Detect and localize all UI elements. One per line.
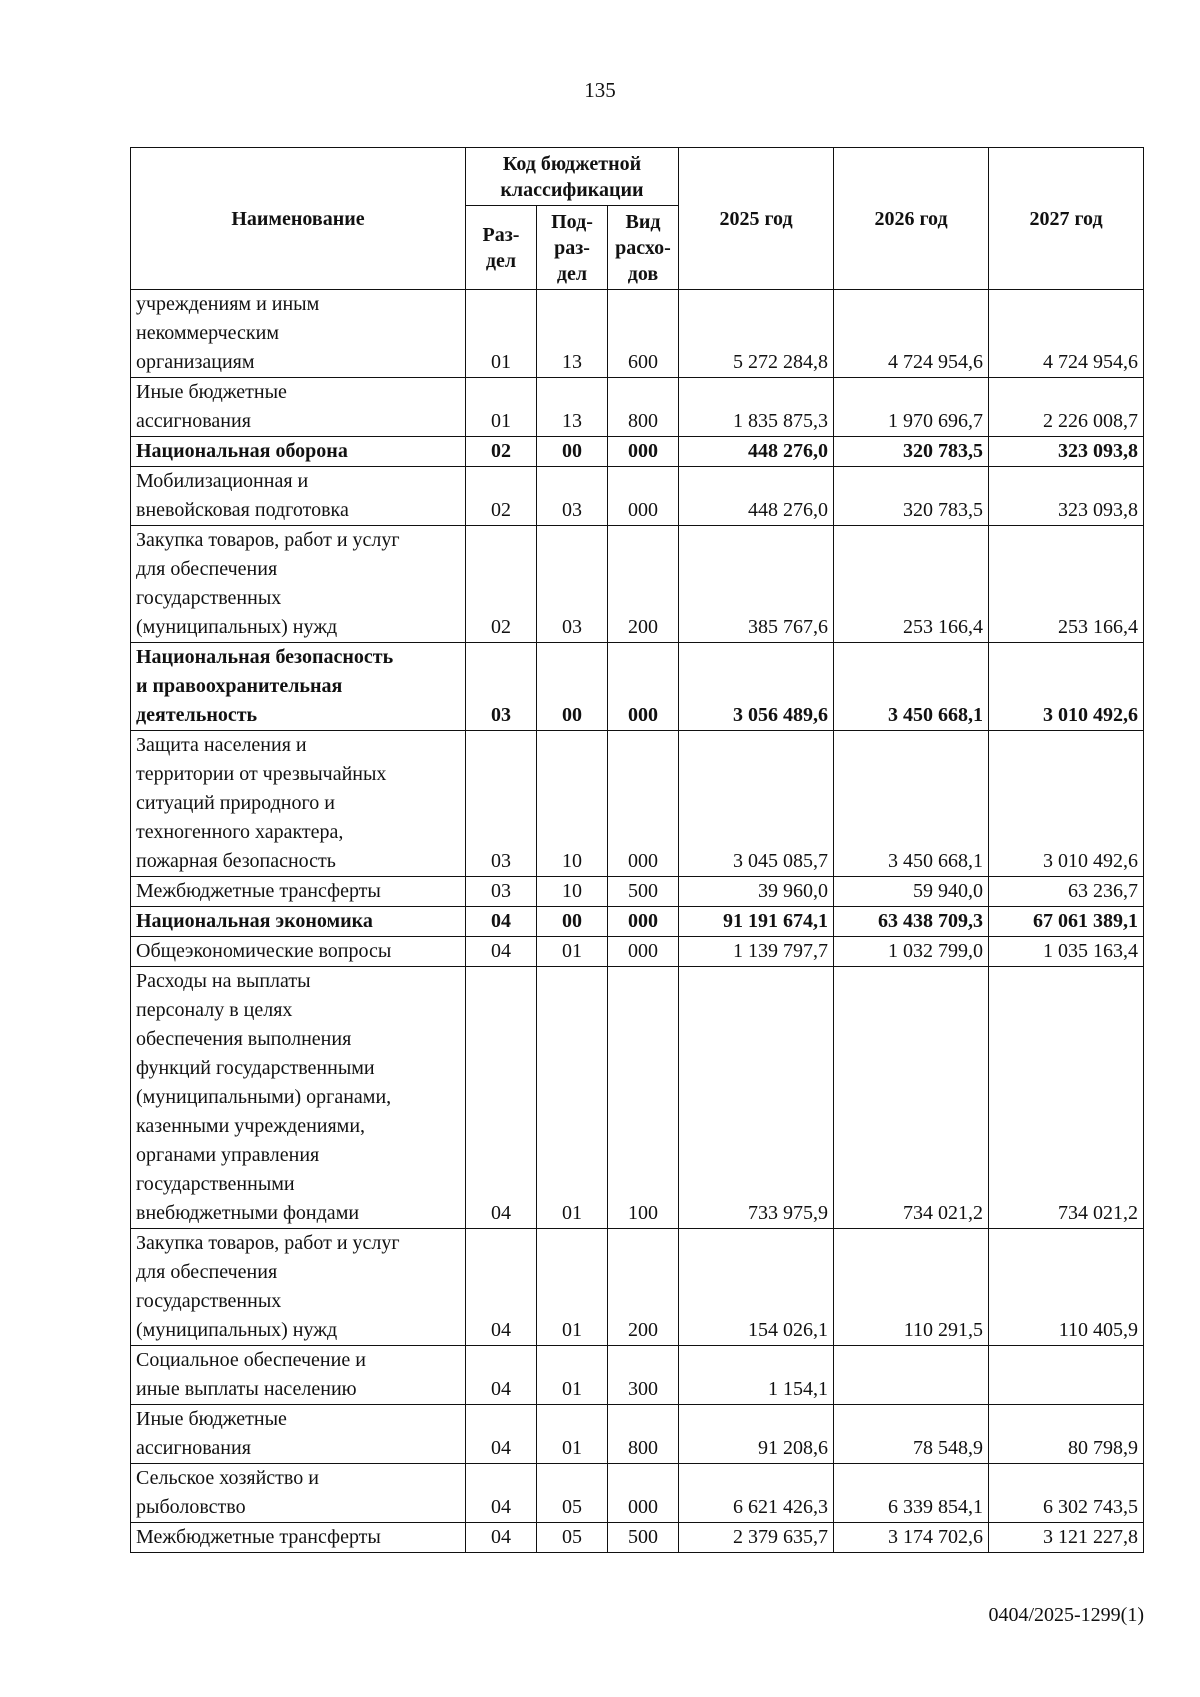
row-value-2027: 67 061 389,1 — [989, 907, 1144, 937]
row-value-2027: 323 093,8 — [989, 467, 1144, 526]
row-name-line: организациям — [136, 351, 255, 373]
table-row — [131, 1229, 1144, 1346]
row-name — [131, 731, 466, 877]
row-name-line: (муниципальными) органами, — [136, 1086, 392, 1108]
row-name-line: персоналу в целях — [136, 999, 293, 1021]
header-code-line: Код бюджетной — [502, 152, 642, 175]
row-name-line: ситуаций природного и — [136, 792, 335, 814]
row-subsection: 13 — [537, 378, 608, 437]
row-expense-type: 200 — [608, 526, 679, 643]
row-name-line: для обеспечения — [136, 1261, 278, 1283]
row-name-line: Межбюджетные трансферты — [136, 880, 381, 902]
row-name-line: казенными учреждениями, — [136, 1115, 366, 1137]
row-name-line: Мобилизационная и — [136, 470, 309, 492]
table-row — [131, 731, 1144, 877]
row-name-line: ассигнования — [136, 410, 251, 432]
table-row — [131, 526, 1144, 643]
row-name — [131, 937, 466, 967]
row-value-2025: 733 975,9 — [679, 967, 834, 1229]
row-section: 04 — [466, 1405, 537, 1464]
row-value-2026: 734 021,2 — [834, 967, 989, 1229]
row-section: 03 — [466, 877, 537, 907]
row-name-line: техногенного характера, — [136, 821, 344, 843]
table-row — [131, 1405, 1144, 1464]
header-code-group — [466, 148, 679, 206]
row-value-2026: 3 450 668,1 — [834, 643, 989, 731]
row-value-2026: 253 166,4 — [834, 526, 989, 643]
row-value-2025: 448 276,0 — [679, 467, 834, 526]
row-section: 04 — [466, 937, 537, 967]
row-name-line: Межбюджетные трансферты — [136, 1526, 381, 1548]
row-subsection: 10 — [537, 731, 608, 877]
row-value-2025: 1 835 875,3 — [679, 378, 834, 437]
table-body — [131, 290, 1144, 1553]
table-header — [131, 148, 1144, 290]
row-section: 02 — [466, 467, 537, 526]
row-name-line: государственными — [136, 1173, 295, 1195]
row-expense-type: 200 — [608, 1229, 679, 1346]
row-name-line: Сельское хозяйство и — [136, 1467, 319, 1489]
row-value-2026: 110 291,5 — [834, 1229, 989, 1346]
row-value-2026: 3 174 702,6 — [834, 1523, 989, 1553]
header-section: Раз- дел — [466, 206, 537, 290]
row-name-line: (муниципальных) нужд — [136, 616, 338, 638]
row-value-2027: 6 302 743,5 — [989, 1464, 1144, 1523]
table-row — [131, 967, 1144, 1229]
row-name-line: ассигнования — [136, 1437, 251, 1459]
row-name-line: Иные бюджетные — [136, 381, 287, 403]
row-value-2026: 59 940,0 — [834, 877, 989, 907]
table-row — [131, 1523, 1144, 1553]
row-name — [131, 877, 466, 907]
row-name-line: органами управления — [136, 1144, 320, 1166]
table-row — [131, 1346, 1144, 1405]
row-name-line: Закупка товаров, работ и услуг — [136, 529, 400, 551]
row-expense-type: 500 — [608, 877, 679, 907]
row-value-2025: 3 056 489,6 — [679, 643, 834, 731]
row-subsection: 00 — [537, 437, 608, 467]
row-value-2027: 3 010 492,6 — [989, 643, 1144, 731]
row-name-line: и правоохранительная — [136, 675, 343, 697]
row-value-2025: 1 154,1 — [679, 1346, 834, 1405]
document-code: 0404/2025-1299(1) — [988, 1604, 1144, 1626]
row-section: 03 — [466, 643, 537, 731]
row-section: 04 — [466, 1523, 537, 1553]
row-name-line: государственных — [136, 1290, 282, 1312]
row-name-line: вневойсковая подготовка — [136, 499, 349, 521]
row-name-line: некоммерческим — [136, 322, 279, 344]
row-subsection: 01 — [537, 1229, 608, 1346]
row-section: 04 — [466, 1229, 537, 1346]
row-value-2026: 320 783,5 — [834, 437, 989, 467]
row-name-line: пожарная безопасность — [136, 850, 336, 872]
row-value-2026: 3 450 668,1 — [834, 731, 989, 877]
row-value-2027: 1 035 163,4 — [989, 937, 1144, 967]
row-name-line: Национальная оборона — [136, 440, 348, 462]
row-name-line: Национальная экономика — [136, 910, 373, 932]
table-row — [131, 1464, 1144, 1523]
table-row — [131, 907, 1144, 937]
row-subsection: 05 — [537, 1523, 608, 1553]
row-section: 01 — [466, 378, 537, 437]
row-value-2025: 1 139 797,7 — [679, 937, 834, 967]
table-row — [131, 937, 1144, 967]
row-subsection: 13 — [537, 290, 608, 378]
row-value-2026: 1 970 696,7 — [834, 378, 989, 437]
row-name-line: Защита населения и — [136, 734, 307, 756]
row-value-2027 — [989, 1346, 1144, 1405]
row-section: 04 — [466, 1464, 537, 1523]
table-row — [131, 877, 1144, 907]
row-expense-type: 000 — [608, 937, 679, 967]
row-value-2026: 63 438 709,3 — [834, 907, 989, 937]
row-value-2026: 4 724 954,6 — [834, 290, 989, 378]
row-name — [131, 437, 466, 467]
row-value-2025: 6 621 426,3 — [679, 1464, 834, 1523]
budget-table — [130, 147, 1144, 1553]
row-value-2027: 4 724 954,6 — [989, 290, 1144, 378]
table-row — [131, 467, 1144, 526]
row-value-2027: 734 021,2 — [989, 967, 1144, 1229]
row-subsection: 01 — [537, 1346, 608, 1405]
row-name — [131, 907, 466, 937]
row-name — [131, 378, 466, 437]
row-name — [131, 1405, 466, 1464]
row-value-2025: 91 208,6 — [679, 1405, 834, 1464]
row-section: 04 — [466, 1346, 537, 1405]
row-value-2027: 3 121 227,8 — [989, 1523, 1144, 1553]
row-name-line: рыболовство — [136, 1496, 246, 1518]
row-subsection: 03 — [537, 526, 608, 643]
header-2027: 2027 год — [989, 148, 1144, 290]
row-value-2025: 5 272 284,8 — [679, 290, 834, 378]
row-value-2025: 154 026,1 — [679, 1229, 834, 1346]
row-name — [131, 1229, 466, 1346]
row-value-2026: 78 548,9 — [834, 1405, 989, 1464]
header-code-line: классификации — [500, 178, 644, 201]
row-subsection: 10 — [537, 877, 608, 907]
row-value-2025: 448 276,0 — [679, 437, 834, 467]
header-2026: 2026 год — [834, 148, 989, 290]
row-name-line: учреждениям и иным — [136, 293, 320, 315]
row-section: 01 — [466, 290, 537, 378]
row-value-2025: 91 191 674,1 — [679, 907, 834, 937]
row-value-2025: 39 960,0 — [679, 877, 834, 907]
row-section: 02 — [466, 526, 537, 643]
header-subsection: Под- раз- дел — [537, 206, 608, 290]
row-name — [131, 643, 466, 731]
row-value-2027: 80 798,9 — [989, 1405, 1144, 1464]
row-value-2027: 3 010 492,6 — [989, 731, 1144, 877]
row-expense-type: 000 — [608, 643, 679, 731]
header-expense-type: Вид расхо- дов — [608, 206, 679, 290]
row-name — [131, 1464, 466, 1523]
row-expense-type: 300 — [608, 1346, 679, 1405]
row-name-line: государственных — [136, 587, 282, 609]
row-name-line: функций государственными — [136, 1057, 375, 1079]
row-name-line: обеспечения выполнения — [136, 1028, 352, 1050]
row-subsection: 05 — [537, 1464, 608, 1523]
row-expense-type: 800 — [608, 1405, 679, 1464]
row-name-line: внебюджетными фондами — [136, 1202, 360, 1224]
row-value-2025: 3 045 085,7 — [679, 731, 834, 877]
row-subsection: 00 — [537, 643, 608, 731]
header-name: Наименование — [131, 148, 466, 290]
row-name-line: Расходы на выплаты — [136, 970, 311, 992]
row-value-2025: 2 379 635,7 — [679, 1523, 834, 1553]
row-value-2027: 2 226 008,7 — [989, 378, 1144, 437]
row-expense-type: 000 — [608, 437, 679, 467]
row-expense-type: 600 — [608, 290, 679, 378]
row-value-2026: 320 783,5 — [834, 467, 989, 526]
row-expense-type: 000 — [608, 731, 679, 877]
row-value-2026: 1 032 799,0 — [834, 937, 989, 967]
table-row — [131, 378, 1144, 437]
row-name-line: Общеэкономические вопросы — [136, 940, 392, 962]
header-2025: 2025 год — [679, 148, 834, 290]
row-name-line: (муниципальных) нужд — [136, 1319, 338, 1341]
row-name — [131, 1523, 466, 1553]
row-name-line: Иные бюджетные — [136, 1408, 287, 1430]
table-row — [131, 643, 1144, 731]
row-name-line: для обеспечения — [136, 558, 278, 580]
row-name — [131, 290, 466, 378]
row-subsection: 01 — [537, 1405, 608, 1464]
row-expense-type: 100 — [608, 967, 679, 1229]
row-section: 03 — [466, 731, 537, 877]
row-expense-type: 500 — [608, 1523, 679, 1553]
row-name — [131, 526, 466, 643]
table-row — [131, 290, 1144, 378]
row-value-2027: 323 093,8 — [989, 437, 1144, 467]
row-subsection: 01 — [537, 937, 608, 967]
row-subsection: 00 — [537, 907, 608, 937]
row-expense-type: 000 — [608, 467, 679, 526]
row-name-line: Национальная безопасность — [136, 646, 394, 668]
row-name — [131, 1346, 466, 1405]
row-subsection: 01 — [537, 967, 608, 1229]
row-expense-type: 800 — [608, 378, 679, 437]
row-value-2026: 6 339 854,1 — [834, 1464, 989, 1523]
row-value-2027: 110 405,9 — [989, 1229, 1144, 1346]
row-name — [131, 467, 466, 526]
row-name-line: иные выплаты населению — [136, 1378, 357, 1400]
row-expense-type: 000 — [608, 907, 679, 937]
page-number: 135 — [584, 78, 616, 102]
row-name-line: деятельность — [136, 704, 258, 726]
row-section: 02 — [466, 437, 537, 467]
row-value-2027: 63 236,7 — [989, 877, 1144, 907]
row-section: 04 — [466, 907, 537, 937]
row-name — [131, 967, 466, 1229]
row-subsection: 03 — [537, 467, 608, 526]
row-name-line: территории от чрезвычайных — [136, 763, 387, 785]
table-row — [131, 437, 1144, 467]
row-value-2026 — [834, 1346, 989, 1405]
row-name-line: Социальное обеспечение и — [136, 1349, 366, 1371]
row-expense-type: 000 — [608, 1464, 679, 1523]
row-name-line: Закупка товаров, работ и услуг — [136, 1232, 400, 1254]
row-value-2025: 385 767,6 — [679, 526, 834, 643]
row-value-2027: 253 166,4 — [989, 526, 1144, 643]
row-section: 04 — [466, 967, 537, 1229]
